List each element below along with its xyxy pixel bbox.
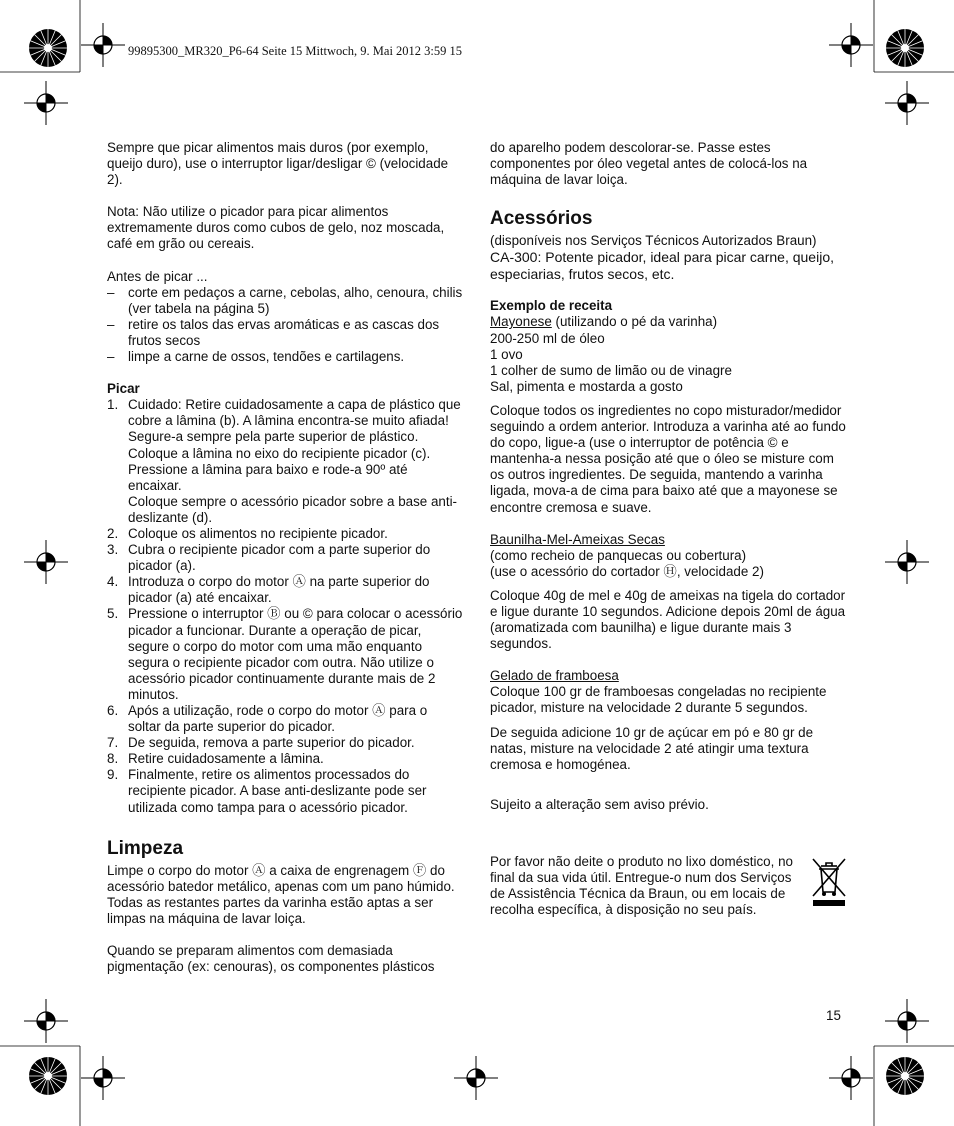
crossed-bin-icon (810, 856, 848, 908)
step-item: 9. Finalmente, retire os alimentos processados do recipiente picador. A base anti-deslizante pode ser utilizada como tampa para o acessório picador. (107, 767, 427, 815)
ingredient-line: 1 colher de sumo de limão ou de vinagre (490, 362, 732, 378)
right-column (490, 140, 846, 813)
note-paragraph: Nota: Não utilize o picador para picar alimentos extremamente duros como cubos de gelo, noz moscada, café em grão ou cereais. (107, 204, 445, 252)
step-item: 3. Cubra o recipiente picador com a parte superior do picador (a). (107, 542, 431, 574)
mayonese-title: Mayonese (utilizando o pé da varinha) (490, 314, 718, 330)
acessorio-item: CA-300: Potente picador, ideal para picar carne, queijo, especiarias, frutos secos, etc. (490, 249, 834, 282)
step-item: 1. Cuidado: Retire cuidadosamente a capa de plástico que cobre a lâmina (b). A lâmina encontra-se muito afiada! Segure-a sempre pela parte superior de plástico. Coloque a lâmina no eixo do recipiente picador (c). Pressione a lâmina para baixo e rode-a 90º até encaixar. Coloque sempre o acessório picador sobre a base anti-deslizante (d). (107, 397, 461, 525)
continued-paragraph: do aparelho podem descolorar-se. Passe estes componentes por óleo vegetal antes de colocá-los na máquina de lavar loiça. (490, 140, 808, 188)
baunilha-method: Coloque 40g de mel e 40g de ameixas na tigela do cortador e ligue durante 10 segundos. Adicione depois 20ml de água (aromatizada com baunilha) e ligue durante mais 3 segundos. (490, 587, 846, 652)
limpeza-heading: Limpeza (107, 837, 184, 859)
weee-notice: Por favor não deite o produto no lixo doméstico, no final da sua vida útil. Entregue-o num dos Serviços de Assistência Técnica da Braun, ou em locais de recolha específica, à disposição no seu país. (490, 854, 793, 918)
intro-paragraph: Sempre que picar alimentos mais duros (por exemplo, queijo duro), use o interruptor ligar/desligar © (velocidade 2). (107, 140, 449, 188)
gelado-method: De seguida adicione 10 gr de açúcar em pó e 80 gr de natas, misture na velocidade 2 até atingir uma textura cremosa e homogénea. (490, 724, 814, 772)
list-item: – retire os talos das ervas aromáticas e as cascas dos frutos secos (107, 316, 440, 348)
left-column (107, 140, 463, 975)
step-item: 4. Introduza o corpo do motor Ⓐ na parte superior do picador (a) até encaixar. (107, 574, 430, 606)
step-item: 2. Coloque os alimentos no recipiente picador. (107, 525, 388, 541)
ingredient-line: 200-250 ml de óleo (490, 330, 605, 346)
gelado-method: Coloque 100 gr de framboesas congeladas no recipiente picador, misture na velocidade 2 durante 5 segundos. (490, 684, 827, 716)
gelado-title: Gelado de framboesa (490, 668, 619, 684)
acessorios-heading: Acessórios (490, 208, 593, 230)
ingredient-line: 1 ovo (490, 346, 523, 362)
antes-title: Antes de picar ... (107, 268, 208, 284)
baunilha-note: (como recheio de panquecas ou cobertura) (490, 547, 747, 563)
baunilha-title: Baunilha-Mel-Ameixas Secas (490, 531, 665, 547)
list-item: – limpe a carne de ossos, tendões e cartilagens. (107, 349, 405, 365)
receita-heading: Exemplo de receita (490, 298, 613, 314)
print-slug: 99895300_MR320_P6-64 Seite 15 Mittwoch, 9. Mai 2012 3:59 15 (128, 44, 463, 58)
baunilha-note: (use o acessório do cortador Ⓗ, velocidade 2) (490, 563, 764, 579)
step-item: 5. Pressione o interruptor Ⓑ ou © para colocar o acessório picador a funcionar. Durante a operação de picar, segure o corpo do motor com uma mão enquanto segura o recipiente picador com outra. Não utilize o acessório picador continuamente durante mais de 2 minutos. (107, 606, 463, 702)
limpeza-paragraph: Quando se preparam alimentos com demasiada pigmentação (ex: cenouras), os componentes plásticos (107, 943, 435, 975)
list-item: – corte em pedaços a carne, cebolas, alho, cenoura, chilis (ver tabela na página 5) (107, 284, 463, 316)
step-item: 8. Retire cuidadosamente a lâmina. (107, 751, 324, 767)
step-item: 6. Após a utilização, rode o corpo do motor Ⓐ para o soltar da parte superior do picador. (107, 703, 428, 735)
page-number: 15 (826, 1008, 841, 1023)
mayonese-method: Coloque todos os ingredientes no copo misturador/medidor seguindo a ordem anterior. Introduza a varinha até ao fundo do copo, ligue-a (use o interruptor de potência © e mantenha-a nessa posição até que o óleo se misture com os outros ingredientes. De seguida, mantendo a varinha ligada, mova-a de cima para baixo até que a mayonese se encontre cremosa e suave. (490, 402, 846, 515)
limpeza-paragraph: Todas as restantes partes da varinha estão aptas a ser limpas na máquina de lavar loiça. (107, 894, 434, 926)
acessorios-subtitle: (disponíveis nos Serviços Técnicos Autorizados Braun) (490, 233, 817, 249)
picar-heading: Picar (107, 381, 140, 397)
ingredient-line: Sal, pimenta e mostarda a gosto (490, 378, 683, 394)
disclaimer: Sujeito a alteração sem aviso prévio. (490, 796, 709, 812)
limpeza-paragraph: Limpe o corpo do motor Ⓐ a caixa de engrenagem Ⓕ do acessório batedor metálico, apenas com um pano húmido. (107, 862, 455, 894)
step-item: 7. De seguida, remova a parte superior do picador. (107, 735, 415, 751)
